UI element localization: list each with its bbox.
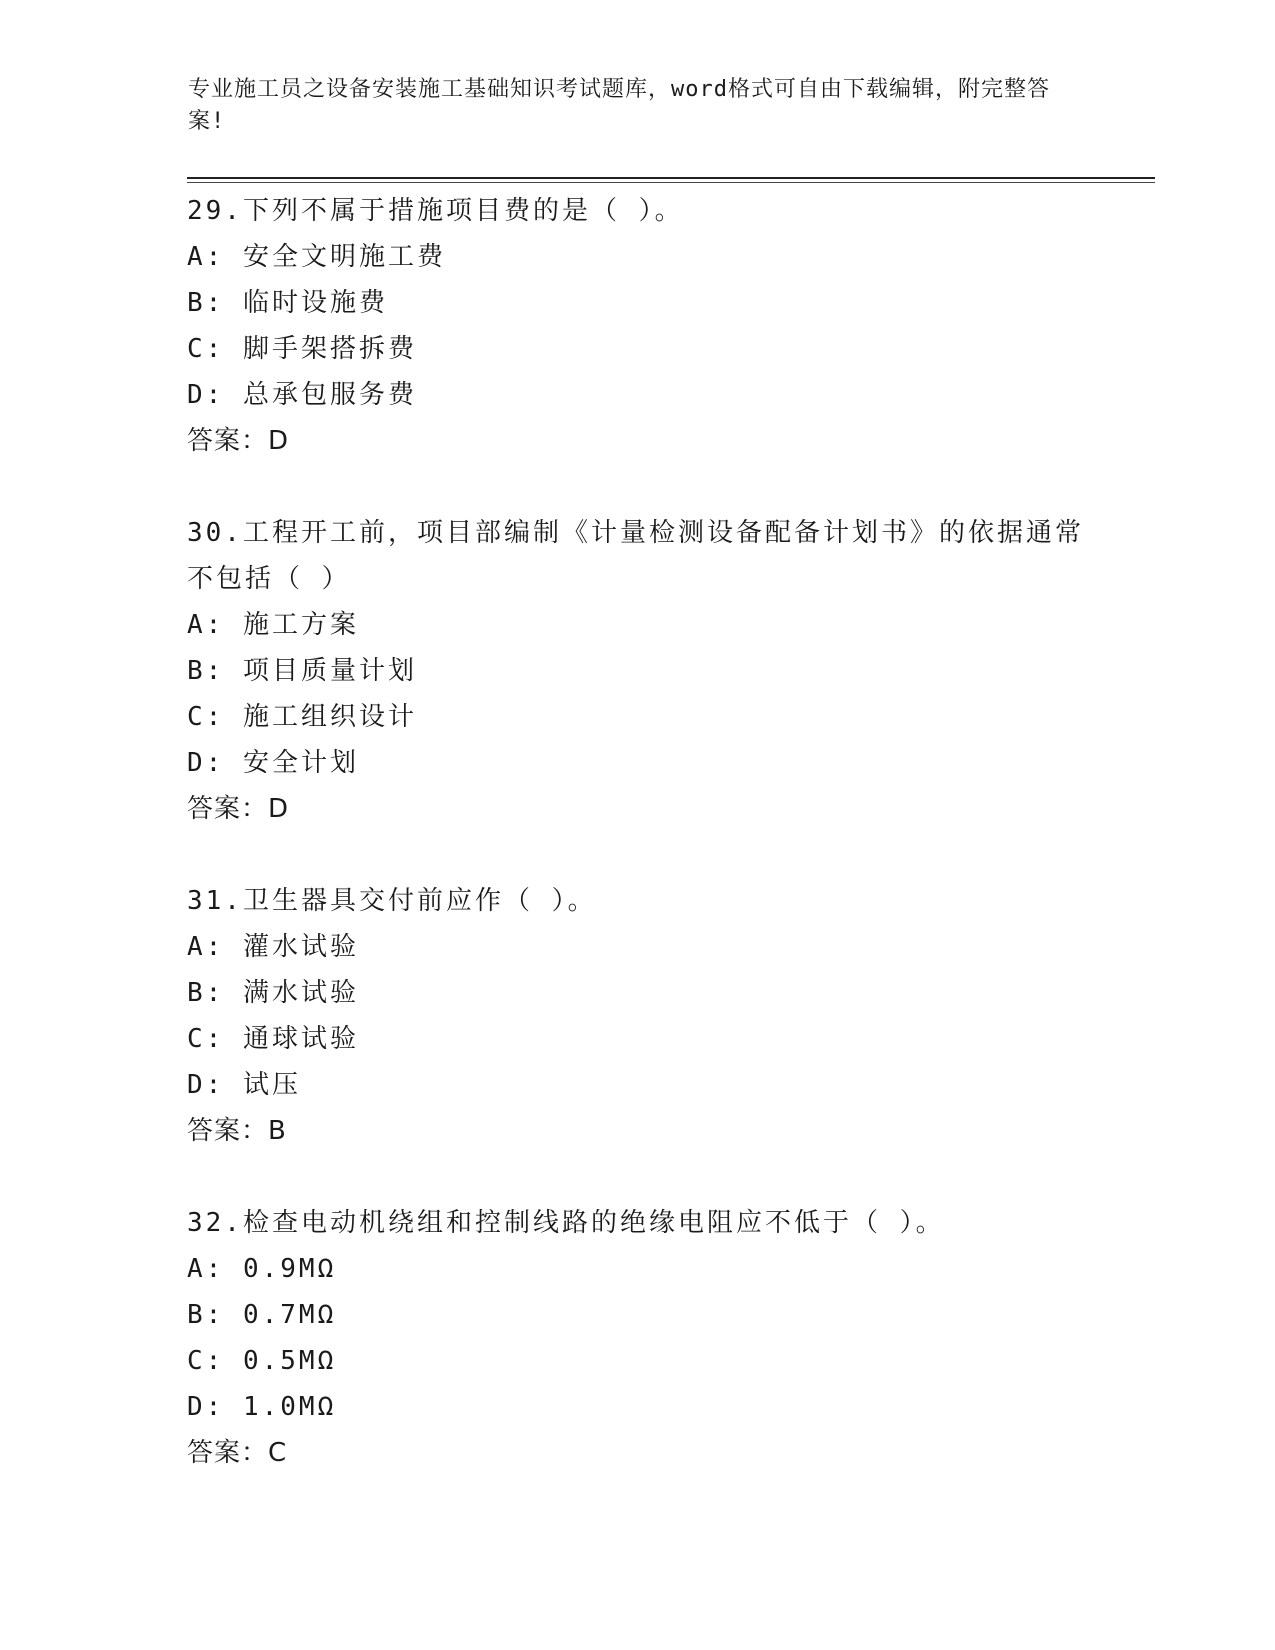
question-32 [187,1200,1087,1476]
option-d: D: 安全计划 [187,748,359,778]
option-b: B: 满水试验 [187,978,359,1008]
question-stem: 32.检查电动机绕组和控制线路的绝缘电阻应不低于（ ）。 [187,1208,945,1238]
option-b: B: 项目质量计划 [187,656,417,686]
option-a: A: 灌水试验 [187,932,359,962]
option-d: D: 总承包服务费 [187,380,417,410]
answer: 答案：D [187,794,290,824]
option-a: A: 安全文明施工费 [187,242,446,272]
question-stem: 30.工程开工前，项目部编制《计量检测设备配备计划书》的依据通常不包括（ ） [187,518,1084,594]
option-c: C: 0.5MΩ [187,1346,337,1376]
option-c: C: 脚手架搭拆费 [187,334,417,364]
option-b: B: 临时设施费 [187,288,388,318]
option-d: D: 1.0MΩ [187,1392,337,1422]
option-d: D: 试压 [187,1070,301,1100]
option-c: C: 施工组织设计 [187,702,417,732]
question-list [187,188,1087,1522]
option-a: A: 0.9MΩ [187,1254,337,1284]
option-c: C: 通球试验 [187,1024,359,1054]
question-29 [187,188,1087,464]
header-divider-thick [187,177,1155,179]
question-31 [187,878,1087,1154]
answer: 答案：B [187,1116,287,1146]
option-b: B: 0.7MΩ [187,1300,337,1330]
option-a: A: 施工方案 [187,610,359,640]
header-divider-thin [187,182,1155,183]
document-intro: 专业施工员之设备安装施工基础知识考试题库，word格式可自由下载编辑，附完整答案! [188,77,1050,134]
answer: 答案：C [187,1438,288,1468]
question-30 [187,510,1087,832]
question-stem: 29.下列不属于措施项目费的是（ ）。 [187,196,684,226]
answer: 答案：D [187,426,290,456]
question-stem: 31.卫生器具交付前应作（ ）。 [187,886,597,916]
